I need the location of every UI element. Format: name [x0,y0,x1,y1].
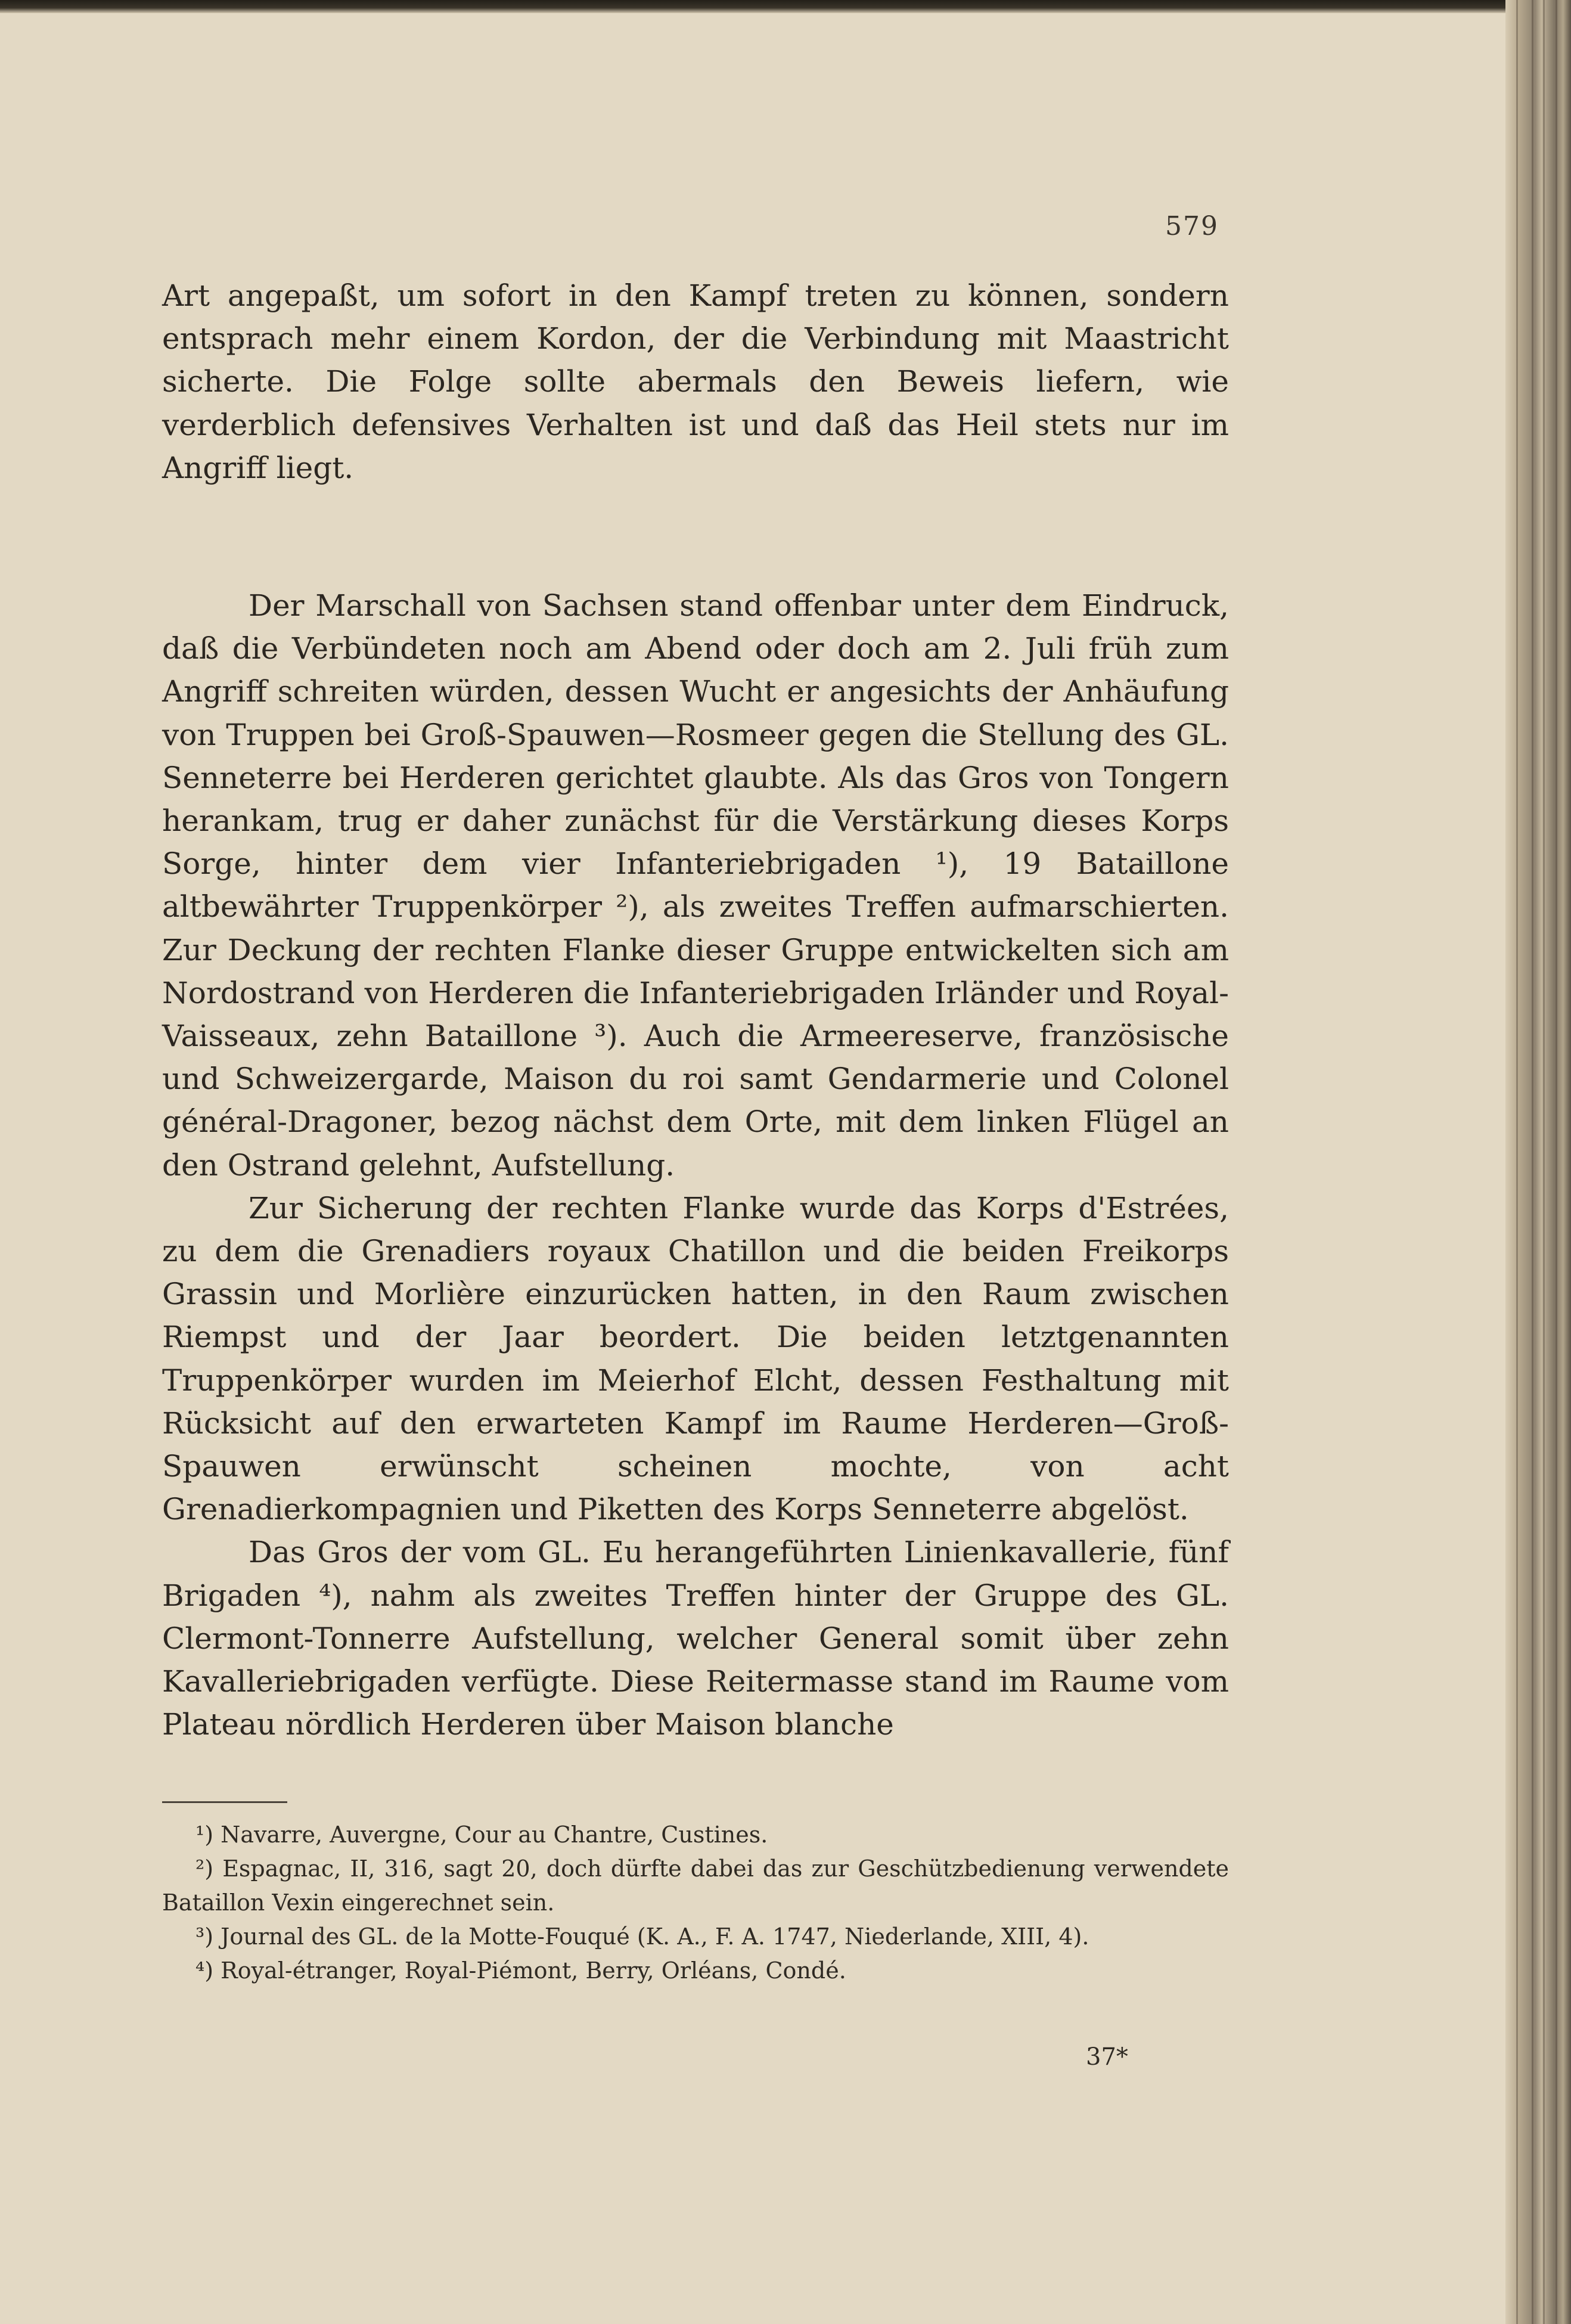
footnotes [162,1818,1229,1988]
paragraph-4: Das Gros der vom GL. Eu herangeführten Linienkavallerie, fünf Brigaden ⁴), nahm als zweites Treffen hinter der Gruppe des GL. Clermont-Tonnerre Aufstellung, welcher General somit über zehn Kavalleriebrigaden verfügte. Diese Reitermasse stand im Raume vom Plateau nördlich Herderen über Maison blanche [162,1535,1229,1742]
footnote-3: ³) Journal des GL. de la Motte-Fouqué (K. A., F. A. 1747, Niederlande, XIII, 4). [195,1923,1089,1950]
page-number: 579 [1165,211,1219,241]
paragraph-2: Der Marschall von Sachsen stand offenbar unter dem Eindruck, daß die Verbündeten noch am Abend oder doch am 2. Juli früh zum Angriff schreiten würden, dessen Wucht er angesichts der Anhäufung von Truppen bei Groß-Spauwen—Rosmeer gegen die Stellung des GL. Senneterre bei Herderen gerichtet glaubte. Als das Gros von Tongern herankam, trug er daher zunächst für die Verstärkung dieses Korps Sorge, hinter dem vier Infanteriebrigaden ¹), 19 Bataillone altbewährter Truppenkörper ²), als zweites Treffen aufmarschierten. Zur Deckung der rechten Flanke dieser Gruppe entwickelten sich am Nordostrand von Herderen die Infanteriebrigaden Irländer und Royal-Vaisseaux, zehn Bataillone ³). Auch die Armeereserve, französische und Schweizergarde, Maison du roi samt Gendarmerie und Colonel général-Dragoner, bezog nächst dem Orte, mit dem linken Flügel an den Ostrand gelehnt, Aufstellung. [162,588,1229,1183]
paragraph-3: Zur Sicherung der rechten Flanke wurde das Korps d'Estrées, zu dem die Grenadiers royaux Chatillon und die beiden Freikorps Grassin und Morlière einzurücken hatten, in den Raum zwischen Riempst und der Jaar beordert. Die beiden letztgenannten Truppenkörper wurden im Meierhof Elcht, dessen Festhaltung mit Rücksicht auf den erwarteten Kampf im Raume Herderen—Groß-Spauwen erwünscht scheinen mochte, von acht Grenadierkompagnien und Piketten des Korps Senneterre abgelöst. [162,1190,1229,1527]
main-text [162,584,1229,1746]
paragraph-continued [162,274,1229,489]
footnote-separator [162,1801,287,1803]
page-top-edge [0,0,1571,13]
footnote-1: ¹) Navarre, Auvergne, Cour au Chantre, Custines. [195,1822,768,1848]
page-right-edge [1505,0,1571,2324]
signature-mark: 37* [1086,2043,1128,2071]
footnote-2: ²) Espagnac, II, 316, sagt 20, doch dürfte dabei das zur Geschützbedienung verwendete Bataillon Vexin eingerechnet sein. [162,1856,1229,1916]
footnote-4: ⁴) Royal-étranger, Royal-Piémont, Berry, Orléans, Condé. [195,1957,846,1984]
paragraph-1: Art angepaßt, um sofort in den Kampf treten zu können, sondern entsprach mehr einem Kordon, der die Verbindung mit Maastricht sicherte. Die Folge sollte abermals den Beweis liefern, wie verderblich defensives Verhalten ist und daß das Heil stets nur im Angriff liegt. [162,278,1229,485]
